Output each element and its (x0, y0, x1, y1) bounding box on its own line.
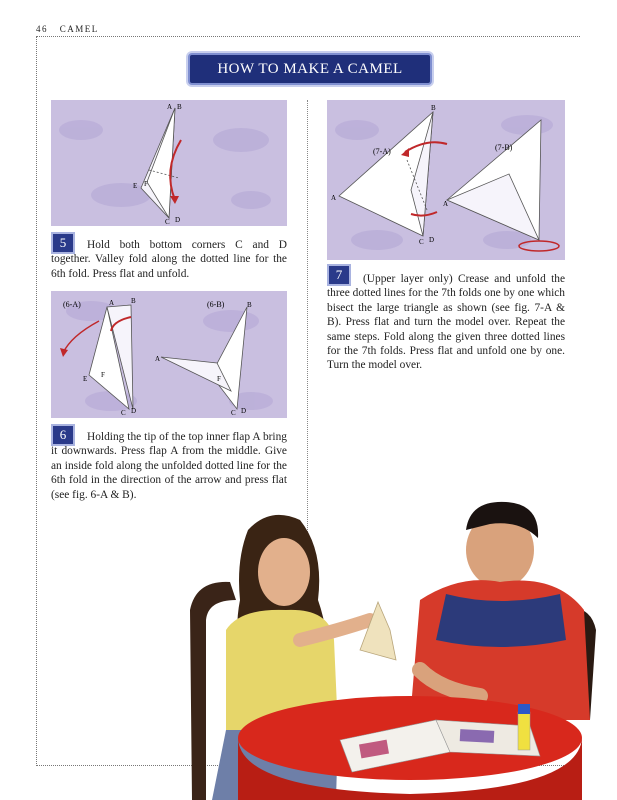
figure-5-panel (51, 100, 287, 226)
fig7-b-label-a: A (443, 200, 449, 208)
page-header (36, 24, 99, 34)
fig5-label-b: B (177, 103, 182, 111)
fig7-a-label-a: A (331, 194, 337, 202)
fig6-a-label-c: C (121, 409, 126, 417)
step-6-number: 6 (51, 424, 75, 446)
fig5-label-f: F (144, 180, 148, 188)
fig6-b-label-f: F (217, 375, 221, 383)
fig6-label-6b: (6-B) (207, 300, 225, 309)
page-number: 46 (36, 24, 48, 34)
fig5-label-a: A (167, 103, 173, 111)
figure-7-panel (327, 100, 565, 260)
figure-6-panel (51, 291, 287, 418)
fig5-label-c: C (165, 218, 170, 226)
step-6-text: Holding the tip of the top inner flap A bring it downwards. Press flap A from the middle. Give an inside fold along the unfolded dotted line for the 6th fold in the direction of the arrow and press flat (see fig. 6-A & B). (51, 431, 287, 501)
figure-7-diagram (327, 100, 565, 260)
fig7-label-7a: (7-A) (373, 147, 391, 156)
photo-children-folding-origami (0, 490, 617, 800)
page-title: HOW TO MAKE A CAMEL (188, 53, 432, 85)
fig5-label-e: E (133, 182, 138, 190)
column-divider (307, 100, 308, 540)
fig6-a-label-f: F (101, 371, 105, 379)
fig6-b-label-b: B (247, 301, 252, 309)
fig7-label-7b: (7-B) (495, 143, 513, 152)
fig7-label-d: D (429, 236, 435, 244)
fig7-label-c: C (419, 238, 424, 246)
step-5-number: 5 (51, 232, 75, 254)
fig6-a-label-e: E (83, 375, 88, 383)
fig6-b-label-d: D (241, 407, 247, 415)
fig7-label-b: B (431, 104, 436, 112)
fig6-b-label-c: C (231, 409, 236, 417)
step-5-text: Hold both bottom corners C and D together. Valley fold along the dotted line for the 6th fold. Press flat and unfold. (51, 239, 287, 280)
figure-5-diagram (51, 100, 287, 226)
fig5-label-d: D (175, 216, 181, 224)
step-7-number: 7 (327, 264, 351, 286)
section-name: CAMEL (59, 24, 99, 34)
fig6-a-label-b: B (131, 297, 136, 305)
fig6-b-label-a: A (155, 355, 161, 363)
fig6-a-label-a: A (109, 299, 115, 307)
figure-6-diagram (51, 291, 287, 418)
fig6-label-6a: (6-A) (63, 300, 81, 309)
fig6-a-label-d: D (131, 407, 137, 415)
step-7-text: (Upper layer only) Crease and unfold the three dotted lines for the 7th folds one by one which bisect the large triangle as shown (see fig. 7-A & B). Press flat and turn the model over. Repeat the same steps. Fold along the given three dotted lines for the 7th folds. Press flat and unfold one by one. Turn the model over. (327, 273, 565, 372)
